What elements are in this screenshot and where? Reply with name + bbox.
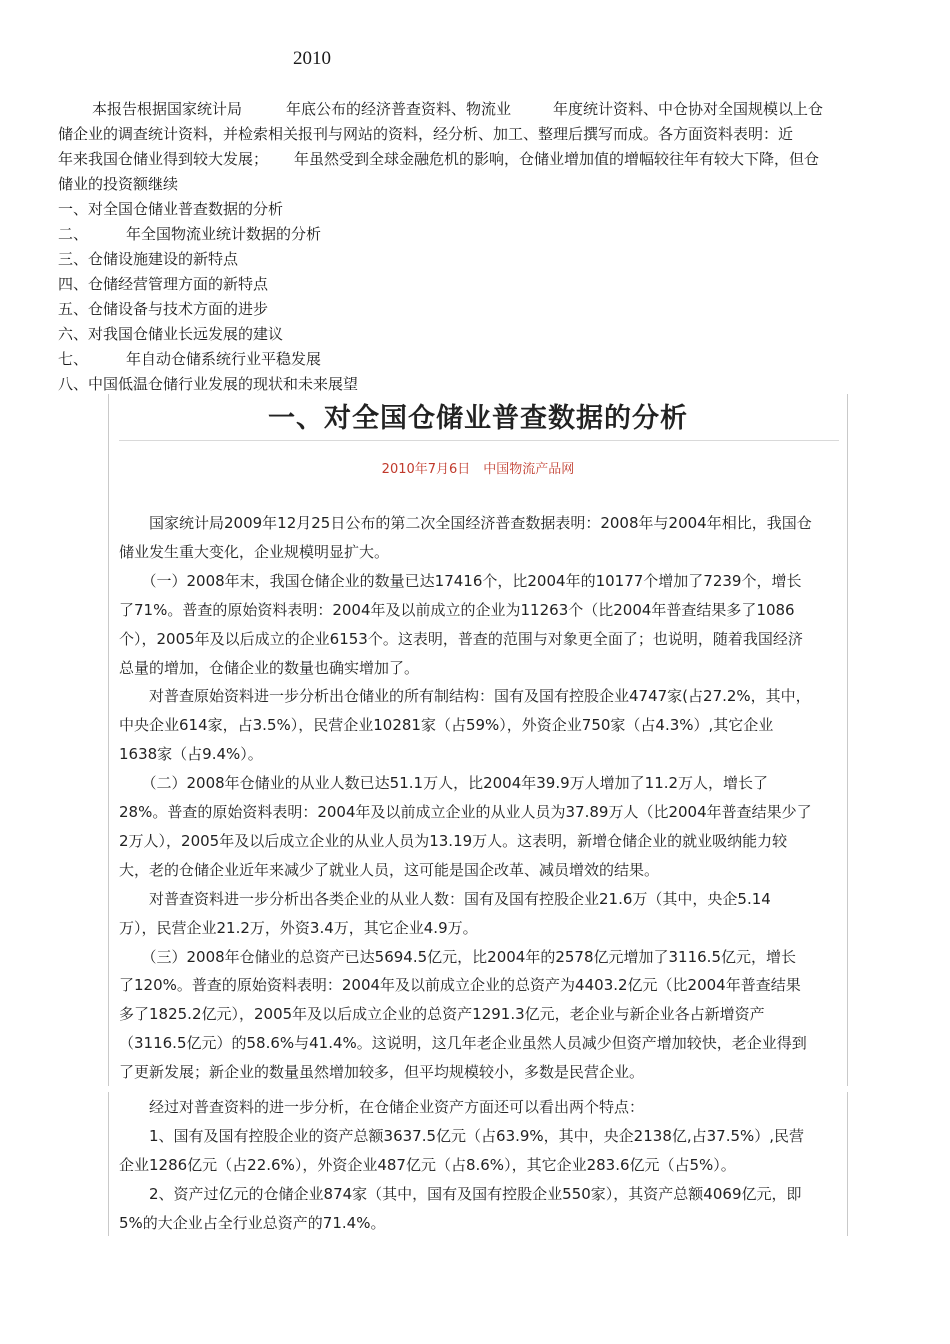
toc-item[interactable]: 八、中国低温仓储行业发展的现状和未来展望 <box>58 375 359 393</box>
article-line: 5%的大企业占全行业总资产的71.4%。 <box>119 1214 386 1232</box>
article-line: （二）2008年仓储业的从业人数已达51.1万人，比2004年39.9万人增加了11.2万人，增长了 <box>119 774 769 793</box>
article-line: （三）2008年仓储业的总资产已达5694.5亿元，比2004年的2578亿元增加了3116.5亿元，增长 <box>119 947 796 966</box>
article-line: 2、资产过亿元的仓储企业874家（其中，国有及国有控股企业550家），其资产总额4069亿元，即 <box>119 1185 802 1203</box>
intro-line-4: 储业的投资额继续 <box>58 175 179 193</box>
article-title: 一、对全国仓储业普查数据的分析 <box>268 403 688 434</box>
toc-item[interactable]: 六、对我国仓储业长远发展的建议 <box>58 325 284 343</box>
article-line: 多了1825.2亿元），2005年及以后成立企业的总资产1291.3亿元，老企业与新企业各占新增资产 <box>119 1005 765 1024</box>
toc-item[interactable]: 三、仓储设施建设的新特点 <box>58 250 239 268</box>
toc-item[interactable]: 四、仓储经营管理方面的新特点 <box>58 275 269 293</box>
intro-line-1: 本报告根据国家统计局 年底公布的经济普查资料、物流业 年度统计资料、中仓协对全国规模以上仓 <box>92 100 824 118</box>
article-line: 总量的增加，仓储企业的数量也确实增加了。 <box>119 658 420 677</box>
toc-item[interactable]: 二、 年全国物流业统计数据的分析 <box>58 225 322 243</box>
article-line: 28%。普查的原始资料表明：2004年及以前成立企业的从业人员为37.89万人（比2004年普查结果少了 <box>119 803 812 821</box>
article-scan <box>108 394 848 1086</box>
toc-item[interactable]: 一、对全国仓储业普查数据的分析 <box>58 200 284 218</box>
article-line: 对普查资料进一步分析出各类企业的从业人数：国有及国有控股企业21.6万（其中，央企5.14 <box>119 889 771 908</box>
article-line: 万），民营企业21.2万，外资3.4万，其它企业4.9万。 <box>119 918 478 937</box>
article-line: 对普查原始资料进一步分析出仓储业的所有制结构：国有及国有控股企业4747家(占27.2%，其中， <box>119 687 811 706</box>
article-dateline: 2010年7月6日 中国物流产品网 <box>381 462 575 477</box>
article-line: 1638家（占9.4%）。 <box>119 745 263 764</box>
intro-line-3: 年来我国仓储业得到较大发展； 年虽然受到全球金融危机的影响，仓储业增加值的增幅较往年有较大下降，但仓 <box>58 150 820 168</box>
article-line: 企业1286亿元（占22.6%），外资企业487亿元（占8.6%），其它企业283.6亿元（占5%）。 <box>119 1156 736 1174</box>
article-line: 经过对普查资料的进一步分析，在仓储企业资产方面还可以看出两个特点： <box>119 1098 645 1116</box>
article-line: 1、国有及国有控股企业的资产总额3637.5亿元（占63.9%，其中，央企2138亿,占37.5%）,民营 <box>119 1127 805 1145</box>
article-line: 国家统计局2009年12月25日公布的第二次全国经济普查数据表明：2008年与2004年相比，我国仓 <box>119 514 812 532</box>
article-line: （一）2008年末，我国仓储企业的数量已达17416个，比2004年的10177个增加了7239个，增长 <box>119 571 802 590</box>
intro-line-2: 储企业的调查统计资料，并检索相关报刊与网站的资料，经分析、加工、整理后撰写而成。各方面资料表明：近 <box>58 125 794 143</box>
toc-item[interactable]: 五、仓储设备与技术方面的进步 <box>58 300 269 318</box>
article-line: （3116.5亿元）的58.6%与41.4%。这说明，这几年老企业虽然人员减少但资产增加较快，老企业得到 <box>119 1034 807 1053</box>
title-divider <box>119 440 839 441</box>
article-line: 中央企业614家，占3.5%），民营企业10281家（占59%），外资企业750家（占4.3%）,其它企业 <box>119 716 774 735</box>
article-line: 个），2005年及以后成立的企业6153个。这表明，普查的范围与对象更全面了；也说明，随着我国经济 <box>119 629 803 648</box>
article-line: 大，老的仓储企业近年来减少了就业人员，这可能是国企改革、减员增效的结果。 <box>119 860 660 879</box>
article-scan-continued <box>108 1092 848 1236</box>
toc-item[interactable]: 七、 年自动仓储系统行业平稳发展 <box>58 350 322 368</box>
report-year: 2010 <box>293 48 331 69</box>
article-line: 了更新发展；新企业的数量虽然增加较多，但平均规模较小，多数是民营企业。 <box>119 1063 645 1082</box>
article-line: 储业发生重大变化，企业规模明显扩大。 <box>119 542 390 561</box>
article-line: 2万人），2005年及以后成立企业的从业人员为13.19万人。这表明，新增仓储企业的就业吸纳能力较 <box>119 831 788 850</box>
article-line: 了71%。普查的原始资料表明：2004年及以前成立的企业为11263个（比2004年普查结果多了1086 <box>119 600 795 619</box>
article-line: 了120%。普查的原始资料表明：2004年及以前成立企业的总资产为4403.2亿元（比2004年普查结果 <box>119 976 801 995</box>
